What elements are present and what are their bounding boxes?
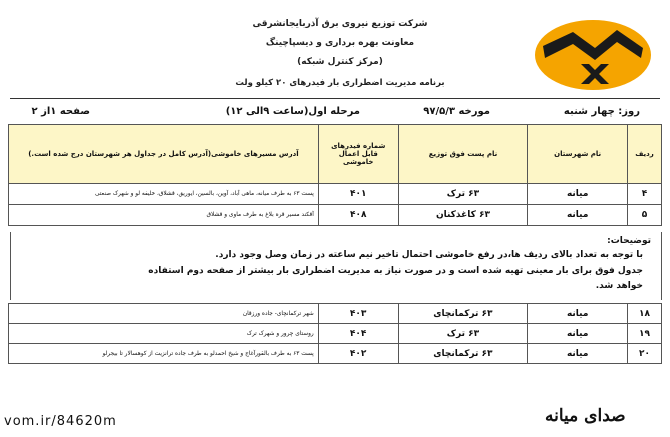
watermark-url: vom.ir/84620m [4, 414, 117, 429]
row-substation: ۶۳ ترکمانچای [398, 304, 528, 324]
notes-heading: توضیحات: [607, 236, 651, 246]
table-row [9, 184, 662, 205]
row-number: ۱۸ [628, 304, 662, 324]
date-label: مورخه ۹۷/۵/۳ [423, 106, 490, 117]
row-route: پست ۶۳ به طرف میانه، ماهی آباد، آوین، بالسین، ایوریق، قشلاق، خلیفه لو و شهرک صنعتی [9, 184, 319, 205]
header-row-number: ردیف [628, 125, 662, 184]
row-city: میانه [528, 205, 628, 226]
row-number: ۵ [628, 205, 662, 226]
program-title: برنامه مدیریت اضطراری بار فیدرهای ۲۰ کیلو ولت [235, 78, 445, 88]
row-number: ۴ [628, 184, 662, 205]
row-feeder: ۴۰۳ [318, 304, 398, 324]
row-number: ۲۰ [628, 344, 662, 364]
note-line: خواهد شد. [595, 281, 643, 291]
table-row [9, 205, 662, 226]
note-line: با توجه به تعداد بالای ردیف ها،در رفع خاموشی احتمال تاخیر نیم ساعته در زمان وصل وجود دارد. [215, 250, 643, 260]
header-substation: نام پست فوق توزیع [398, 125, 528, 184]
table-row [9, 324, 662, 344]
table-row [9, 304, 662, 324]
row-city: میانه [528, 184, 628, 205]
company-name: شرکت توزیع نیروی برق آذربایجانشرقی [252, 19, 428, 29]
header-feeder: شماره فیدرهای قابل اعمال خاموشی [318, 125, 398, 184]
info-bar [10, 98, 660, 123]
table-header-row [9, 125, 662, 184]
outage-table [8, 124, 662, 226]
row-substation: ۶۳ ترکمانچای [398, 344, 528, 364]
row-route: پست ۶۳ به طرف بالقورآغاج و شیخ احمدلو به طرف جاده ترانزیت از کوهسالار تا بیجرلو [9, 344, 319, 364]
row-substation: ۶۳ ترک [398, 184, 528, 205]
power-company-logo [533, 18, 653, 93]
page-label: صفحه ۱از ۲ [31, 106, 90, 117]
center-name: (مرکز کنترل شبکه) [297, 57, 383, 67]
table-row [9, 344, 662, 364]
note-line: جدول فوق برای بار معینی تهیه شده است و در صورت نیاز به مدیریت اضطراری بار بیشتر از صفحه دوم استفاده [148, 266, 643, 276]
row-city: میانه [528, 324, 628, 344]
row-city: میانه [528, 344, 628, 364]
header-route: آدرس مسیرهای خاموشی(آدرس کامل در جداول هر شهرستان درج شده است.) [9, 125, 319, 184]
row-route: شهر ترکمانچای- جاده ورزقان [9, 304, 319, 324]
row-feeder: ۴۰۴ [318, 324, 398, 344]
row-feeder: ۴۰۸ [318, 205, 398, 226]
day-label: روز: چهار شنبه [563, 106, 640, 117]
row-feeder: ۴۰۱ [318, 184, 398, 205]
row-substation: ۶۳ ترک [398, 324, 528, 344]
header-city: نام شهرستان [528, 125, 628, 184]
deputy-name: معاونت بهره برداری و دیسپاچینگ [265, 38, 415, 48]
row-substation: ۶۳ کاغذکنان [398, 205, 528, 226]
notes-section [10, 232, 662, 300]
row-city: میانه [528, 304, 628, 324]
stage-label: مرحله اول(ساعت ۹الی ۱۲) [225, 106, 360, 117]
watermark-brand: صدای میانه [545, 406, 626, 426]
row-route: آقکند مسیر قره بلاغ به طرف ماوی و قشلاق [9, 205, 319, 226]
row-feeder: ۴۰۲ [318, 344, 398, 364]
outage-table-continued [8, 303, 662, 364]
row-route: روستای چرور و شهرک ترک [9, 324, 319, 344]
row-number: ۱۹ [628, 324, 662, 344]
